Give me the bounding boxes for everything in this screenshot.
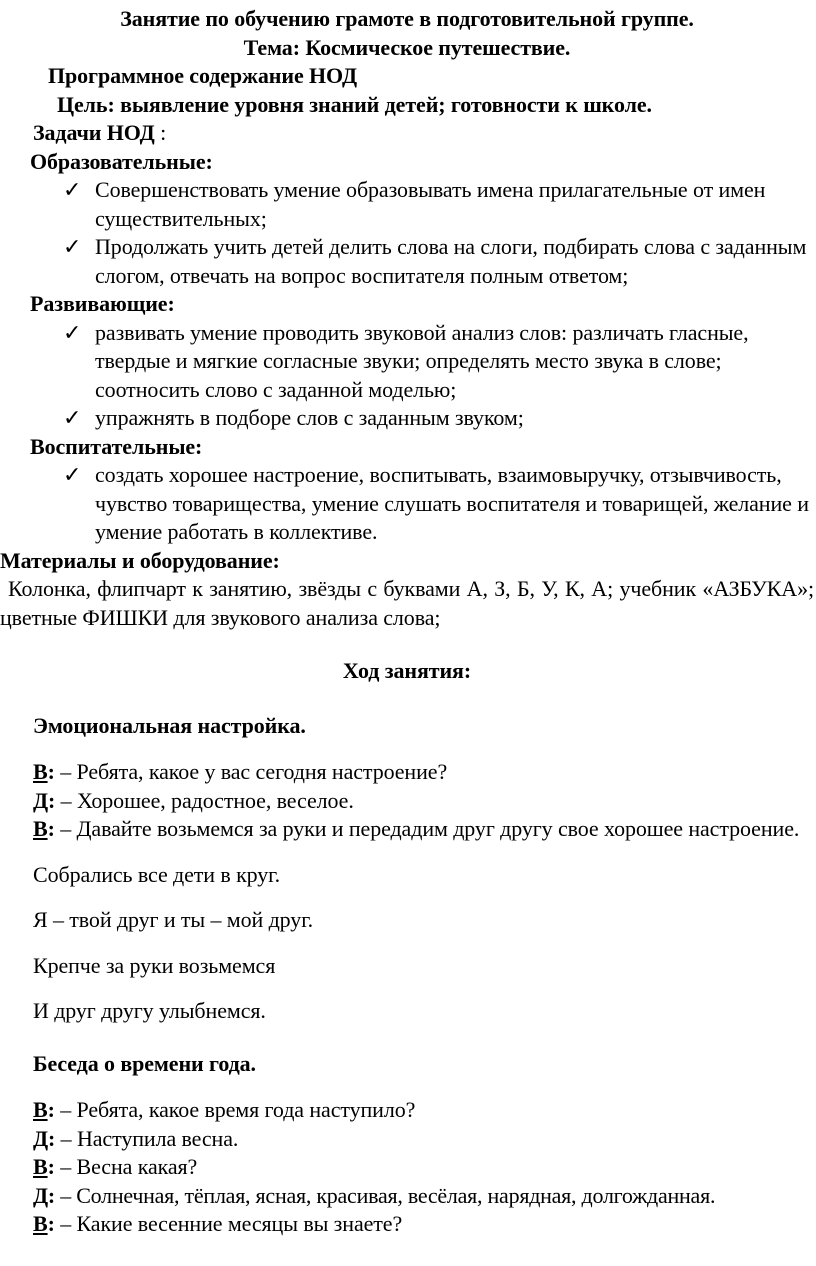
list-item xyxy=(0,404,814,433)
poem-line: Собрались все дети в круг. xyxy=(33,861,281,887)
speaker-label: В: xyxy=(33,1097,55,1122)
list-item-text: упражнять в подборе слов с заданным звуком; xyxy=(95,405,524,430)
poem-line: Я – твой друг и ты – мой друг. xyxy=(33,907,314,932)
dialog-line xyxy=(0,758,814,787)
doc-theme: Тема: Космическое путешествие. xyxy=(243,34,571,60)
dialog-text: – Давайте возьмемся за руки и передадим друг другу свое хорошее настроение. xyxy=(54,816,800,841)
dialog-line xyxy=(0,1153,814,1182)
list-item-text: создать хорошее настроение, воспитывать, взаимовыручку, отзывчивость, чувство товарищества, умение слушать воспитателя и товарищей, желание и умение работать в коллективе. xyxy=(95,462,809,544)
dialog-line xyxy=(0,787,814,816)
dialog-line xyxy=(0,1182,814,1211)
materials-paragraph: Колонка, флипчарт к занятию, звёзды с буквами А, З, Б, У, К, А; учебник «АЗБУКА»; цветные ФИШКИ для звукового анализа слова; xyxy=(0,576,814,630)
list-item-text: Совершенствовать умение образовывать имена прилагательные от имен существительных; xyxy=(95,177,766,231)
list-item-text: Продолжать учить детей делить слова на слоги, подбирать слова с заданным слогом, отвечать на вопрос воспитателя полным ответом; xyxy=(95,234,807,288)
tasks-line xyxy=(0,119,814,148)
upbringing-heading: Воспитательные: xyxy=(30,433,203,459)
checkmark-icon: ✓ xyxy=(63,462,82,487)
speaker-label: В: xyxy=(33,759,55,784)
list-item xyxy=(0,319,814,405)
upbringing-list xyxy=(0,461,814,547)
speaker-label: Д: xyxy=(33,1125,56,1151)
dialog-text: – Хорошее, радостное, веселое. xyxy=(55,787,354,813)
season-talk-heading: Беседа о времени года. xyxy=(33,1050,256,1076)
dialog-text: – Ребята, какое время года наступило? xyxy=(54,1097,416,1122)
speaker-label: В: xyxy=(33,816,55,841)
tasks-colon: : xyxy=(154,120,167,145)
program-content-heading: Программное содержание НОД xyxy=(48,63,357,88)
speaker-label: Д: xyxy=(33,1182,55,1208)
list-item xyxy=(0,233,814,290)
list-item xyxy=(0,461,814,547)
dialog-text: – Ребята, какое у вас сегодня настроение? xyxy=(54,759,448,784)
poem-line: Крепче за руки возьмемся xyxy=(33,952,276,978)
developing-heading: Развивающие: xyxy=(30,291,175,316)
list-item xyxy=(0,176,814,233)
dialog-text: – Наступила весна. xyxy=(55,1125,239,1151)
dialog-line xyxy=(0,815,814,844)
dialog-line xyxy=(0,1125,814,1154)
emotional-tuning-heading: Эмоциональная настройка. xyxy=(33,712,306,738)
checkmark-icon: ✓ xyxy=(63,234,82,259)
speaker-label: В: xyxy=(33,1211,55,1236)
tasks-label: Задачи НОД xyxy=(33,120,155,145)
dialog-text: – Солнечная, тёплая, ясная, красивая, весёлая, нарядная, долгожданная. xyxy=(54,1182,716,1208)
lesson-course-heading: Ход занятия: xyxy=(342,658,472,683)
checkmark-icon: ✓ xyxy=(63,405,82,430)
goal-line: Цель: выявление уровня знаний детей; готовности к школе. xyxy=(57,91,652,117)
dialog-line xyxy=(0,1210,814,1239)
dialog-text: – Какие весенние месяцы вы знаете? xyxy=(54,1211,403,1236)
dialog-text: – Весна какая? xyxy=(54,1154,198,1179)
checkmark-icon: ✓ xyxy=(63,177,82,202)
speaker-label: Д: xyxy=(33,787,56,813)
educational-heading: Образовательные: xyxy=(30,148,213,174)
developing-list xyxy=(0,319,814,433)
materials-heading: Материалы и оборудование: xyxy=(0,547,280,573)
educational-list xyxy=(0,176,814,290)
checkmark-icon: ✓ xyxy=(63,319,82,345)
doc-title: Занятие по обучению грамоте в подготовительной группе. xyxy=(120,6,694,31)
list-item-text: развивать умение проводить звуковой анализ слов: различать гласные, твердые и мягкие согласные звуки; определять место звука в слове; соотносить слово с заданной моделью; xyxy=(95,319,749,402)
speaker-label: В: xyxy=(33,1154,55,1179)
dialog-line xyxy=(0,1096,814,1125)
poem-line: И друг другу улыбнемся. xyxy=(33,998,266,1023)
